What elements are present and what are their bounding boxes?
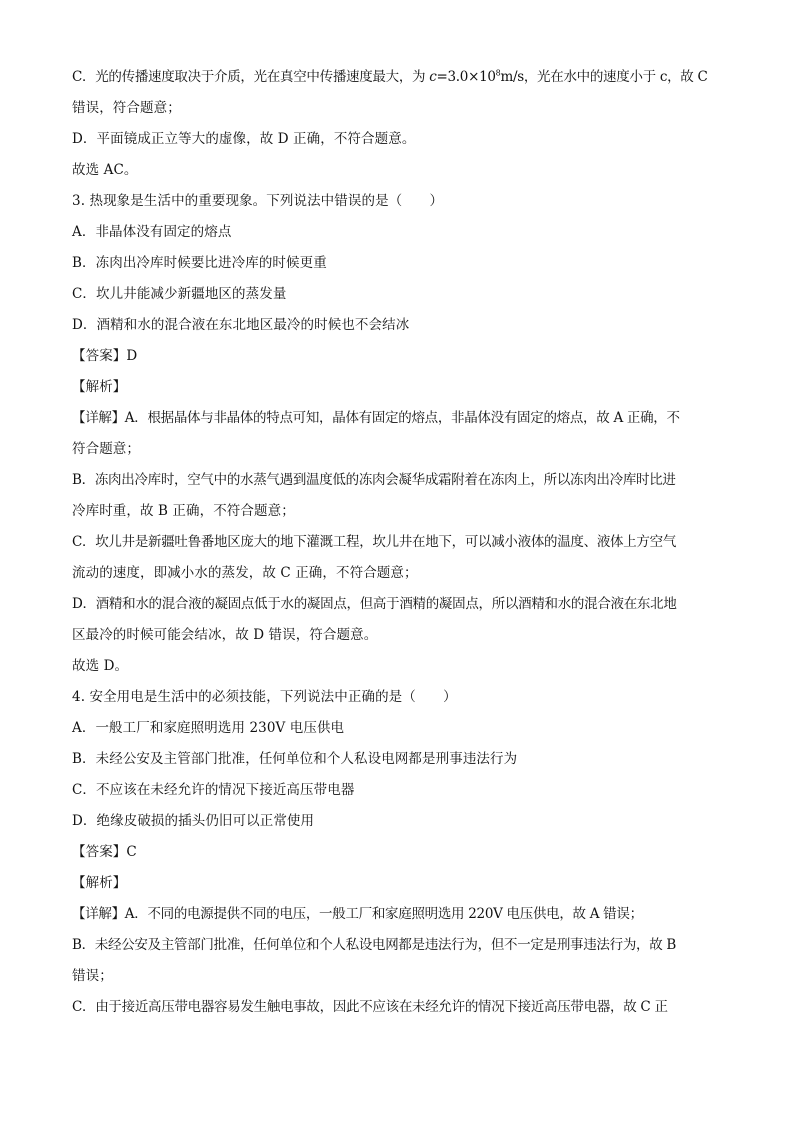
q3-conclusion: 故选 D。 <box>72 658 129 674</box>
text-fragment: C．光的传播速度取决于介质，光在真空中传播速度最大，为 <box>72 69 430 85</box>
q3-option-b: B．冻肉出冷库时候要比进冷库的时候更重 <box>72 255 327 271</box>
q4-option-a: A．一般工厂和家庭照明选用 230V 电压供电 <box>72 720 345 736</box>
q4-option-b: B．未经公安及主管部门批准，任何单位和个人私设电网都是刑事违法行为 <box>72 751 518 767</box>
q4-detail-line: C．由于接近高压带电器容易发生触电事故，因此不应该在未经允许的情况下接近高压带电器，故 C 正 <box>72 999 668 1015</box>
q3-detail-line: 符合题意； <box>72 441 140 457</box>
q3-detail-line: 冷库时重，故 B 正确，不符合题意； <box>72 503 295 519</box>
q3-option-c: C．坎儿井能减少新疆地区的蒸发量 <box>72 286 287 302</box>
q2-option-c-explanation-line2: 错误，符合题意； <box>72 100 181 116</box>
q2-conclusion: 故选 AC。 <box>72 162 138 178</box>
document-page <box>72 62 722 1023</box>
q2-option-c-explanation-line1 <box>72 62 722 93</box>
q3-detail-line: D．酒精和水的混合液的凝固点低于水的凝固点，但高于酒精的凝固点，所以酒精和水的混合液在东北地 <box>72 596 677 612</box>
q4-option-c: C．不应该在未经允许的情况下接近高压带电器 <box>72 782 355 798</box>
q3-detail-line: 区最冷的时候可能会结冰，故 D 错误，符合题意。 <box>72 627 378 643</box>
q3-detail-line: 流动的速度，即减小水的蒸发，故 C 正确，不符合题意； <box>72 565 418 581</box>
q4-detail-line: 错误； <box>72 968 113 984</box>
text-fragment: m/s，光在水中的速度小于 c，故 C <box>500 69 708 85</box>
exponent: 8 <box>495 68 501 78</box>
speed-of-light-symbol: c <box>429 69 437 85</box>
q3-detail-line: 【详解】A．根据晶体与非晶体的特点可知，晶体有固定的熔点，非晶体没有固定的熔点，故 A 正确，不 <box>72 410 680 426</box>
q3-answer: 【答案】D <box>72 348 138 364</box>
q3-option-a: A．非晶体没有固定的熔点 <box>72 224 232 240</box>
q4-detail-line: 【详解】A．不同的电源提供不同的电压，一般工厂和家庭照明选用 220V 电压供电，故 A 错误； <box>72 906 643 922</box>
speed-value: =3.0×10 <box>436 69 496 85</box>
q2-option-d-explanation: D．平面镜成正立等大的虚像，故 D 正确，不符合题意。 <box>72 131 416 147</box>
q4-detail-line: B．未经公安及主管部门批准，任何单位和个人私设电网都是违法行为，但不一定是刑事违法行为，故 B <box>72 937 677 953</box>
q4-analysis-heading: 【解析】 <box>72 875 127 891</box>
q4-answer: 【答案】C <box>72 844 137 860</box>
q4-option-d: D．绝缘皮破损的插头仍旧可以正常使用 <box>72 813 315 829</box>
q3-detail-line: C．坎儿井是新疆吐鲁番地区庞大的地下灌溉工程，坎儿井在地下，可以减小液体的温度、液体上方空气 <box>72 534 677 550</box>
q3-detail-line: B．冻肉出冷库时，空气中的水蒸气遇到温度低的冻肉会凝华成霜附着在冻肉上，所以冻肉出冷库时比进 <box>72 472 676 488</box>
q3-analysis-heading: 【解析】 <box>72 379 127 395</box>
q3-option-d: D．酒精和水的混合液在东北地区最冷的时候也不会结冰 <box>72 317 410 333</box>
q4-stem: 4. 安全用电是生活中的必须技能，下列说法中正确的是（ ） <box>72 689 457 705</box>
q3-stem: 3. 热现象是生活中的重要现象。下列说法中错误的是（ ） <box>72 193 444 209</box>
